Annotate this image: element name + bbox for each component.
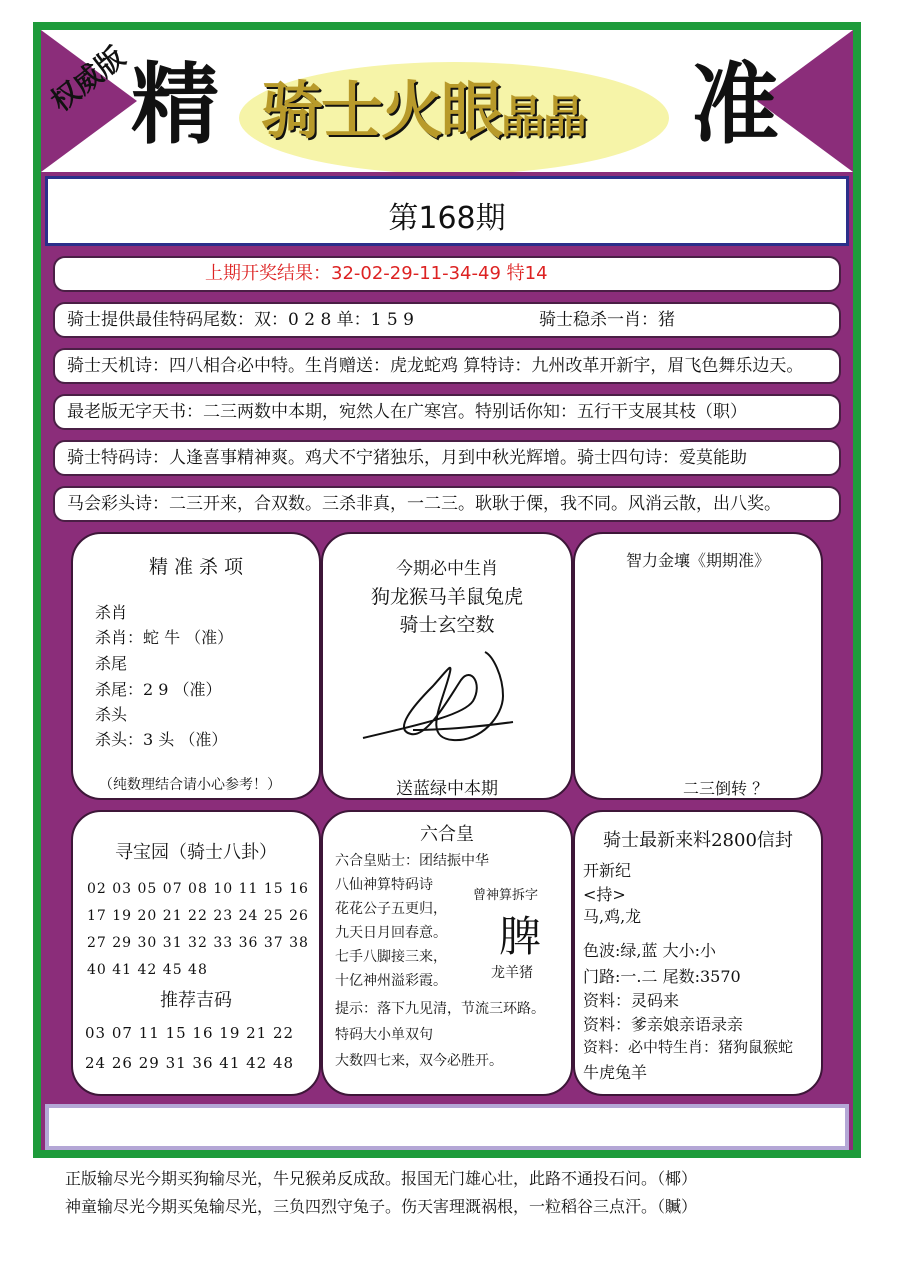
bottom-line-2: 神童输尽光今期买兔输尽光，三负四烈守兔子。伤天害理溉祸根，一粒稻谷三点汗。（贓）: [65, 1197, 698, 1216]
card-line: 特码大小单双句: [335, 1027, 433, 1043]
card-line: 提示：落下九见清，节流三环路。: [335, 1001, 545, 1017]
poem-row-3: 马会彩头诗：二三开来，合双数。三杀非真，一二三。耿耿于傈，我不同。风消云散，出八奖。: [53, 486, 841, 522]
side-title: 曾神算拆字: [473, 888, 539, 903]
bottom-line-1: 正版输尽光今期买狗输尽光，牛兄猴弟反成敌。报国无门雄心壮，此路不通投石问。（椰）: [65, 1169, 698, 1188]
poem-row-2: 骑士特码诗：人逢喜事精神爽。鸡犬不宁猪独乐，月到中秋光辉增。骑士四句诗：爱莫能助: [53, 440, 841, 476]
card-line: 杀肖：蛇 牛 （准）: [95, 628, 234, 647]
card-bottom-text: 二三倒转 ？: [683, 779, 769, 798]
signature-scribble: [353, 646, 543, 756]
last-result-row: 上期开奖结果：32-02-29-11-34-49 特14: [53, 256, 841, 292]
split-character: 脾: [499, 912, 542, 961]
card-title: 精 准 杀 项: [148, 556, 244, 578]
card-title: 骑士最新来料2800信封: [603, 830, 793, 851]
card-title: 智力金壤《期期准》: [625, 551, 770, 570]
card-line: 六合皇贴士：团结振中华: [335, 853, 489, 869]
card-subtitle: 推荐吉码: [160, 990, 232, 1011]
title-small: 晶晶: [501, 92, 586, 143]
card-line: 杀头：3 头 （准）: [95, 730, 228, 749]
edition-badge: 权威版: [44, 40, 132, 119]
card-line: 杀肖: [95, 603, 128, 622]
card-line: 资料：灵码来: [583, 991, 680, 1010]
header-left-char: 精: [131, 52, 220, 156]
card-line: 骑士玄空数: [399, 614, 495, 636]
number-row: 27 29 30 31 32 33 36 37 38: [87, 935, 309, 951]
card-line: 今期必中生肖: [396, 559, 498, 579]
number-grid: [87, 876, 309, 984]
card-line: 花花公子五更归，: [335, 901, 447, 917]
card-line: 门路:一.二 尾数:3570: [583, 967, 741, 986]
card-line: 杀尾: [95, 654, 128, 673]
tail-text: 骑士提供最佳特码尾数：双：0 2 8 单：1 5 9: [67, 310, 414, 330]
header-right-char: 准: [691, 52, 780, 156]
card-line: 开新纪: [583, 861, 632, 880]
issue-box: [45, 176, 849, 246]
issue-number: 第168期: [388, 201, 506, 236]
card-line: 九天日月回春意。: [335, 925, 447, 941]
tail-row: [53, 302, 841, 338]
card-line: 七手八脚接三来，: [335, 949, 447, 965]
card-line: <持>: [583, 885, 626, 904]
card-line: 色波:绿,蓝 大小:小: [583, 941, 716, 960]
card-line: 大数四七来，双今必胜开。: [335, 1053, 503, 1069]
card-note: （纯数理结合请小心参考！）: [99, 777, 281, 793]
side-subtitle: 龙羊猪: [491, 965, 533, 981]
number-row: 40 41 42 45 48: [87, 962, 208, 978]
header-banner: [41, 30, 853, 172]
card-line: 十亿神州溢彩霞。: [335, 973, 447, 989]
number-row: 02 03 05 07 08 10 11 15 16: [87, 881, 309, 897]
card-line: 资料：必中特生肖：猪狗鼠猴蛇: [583, 1038, 794, 1056]
card-kill-items: [71, 532, 321, 800]
number-row: 17 19 20 21 22 23 24 25 26: [87, 908, 309, 924]
card-line: 资料：爹亲娘亲语录亲: [583, 1015, 744, 1034]
card-bottom-text: 送蓝绿中本期: [396, 779, 498, 799]
card-title: 寻宝园（骑士八卦）: [115, 842, 277, 863]
book-row: 最老版无字天书：二三两数中本期，宛然人在广寒宫。特别话你知：五行干支展其枝（职）: [53, 394, 841, 430]
card-line: 狗龙猴马羊鼠兔虎: [370, 586, 523, 608]
kill-one-text: 骑士稳杀一肖：猪: [539, 310, 675, 330]
card-liuhe: [321, 810, 573, 1096]
title-main: 骑士火眼: [261, 74, 502, 147]
page-frame: [33, 22, 861, 1158]
card-title: 六合皇: [420, 824, 474, 845]
card-line: 马,鸡,龙: [583, 907, 642, 926]
card-line: 杀头: [95, 705, 128, 724]
header-title: [261, 74, 586, 147]
card-line: 八仙神算特码诗: [335, 877, 433, 893]
lucky-grid: [85, 1018, 294, 1078]
footer-box: [45, 1104, 849, 1150]
card-line: 牛虎兔羊: [583, 1063, 648, 1082]
poem-row-1: 骑士天机诗：四八相合必中特。生肖赠送：虎龙蛇鸡 算特诗：九州改革开新宇，眉飞色舞乐边天。: [53, 348, 841, 384]
card-latest-info: [573, 810, 823, 1096]
number-row: 24 26 29 31 36 41 42 48: [85, 1054, 295, 1072]
card-wisdom: [573, 532, 823, 800]
number-row: 03 07 11 15 16 19 21 22: [85, 1024, 295, 1042]
card-line: 杀尾：2 9 （准）: [95, 680, 222, 699]
card-must-zodiac: [321, 532, 573, 800]
content-panel: [41, 30, 853, 1150]
card-treasure: [71, 810, 321, 1096]
